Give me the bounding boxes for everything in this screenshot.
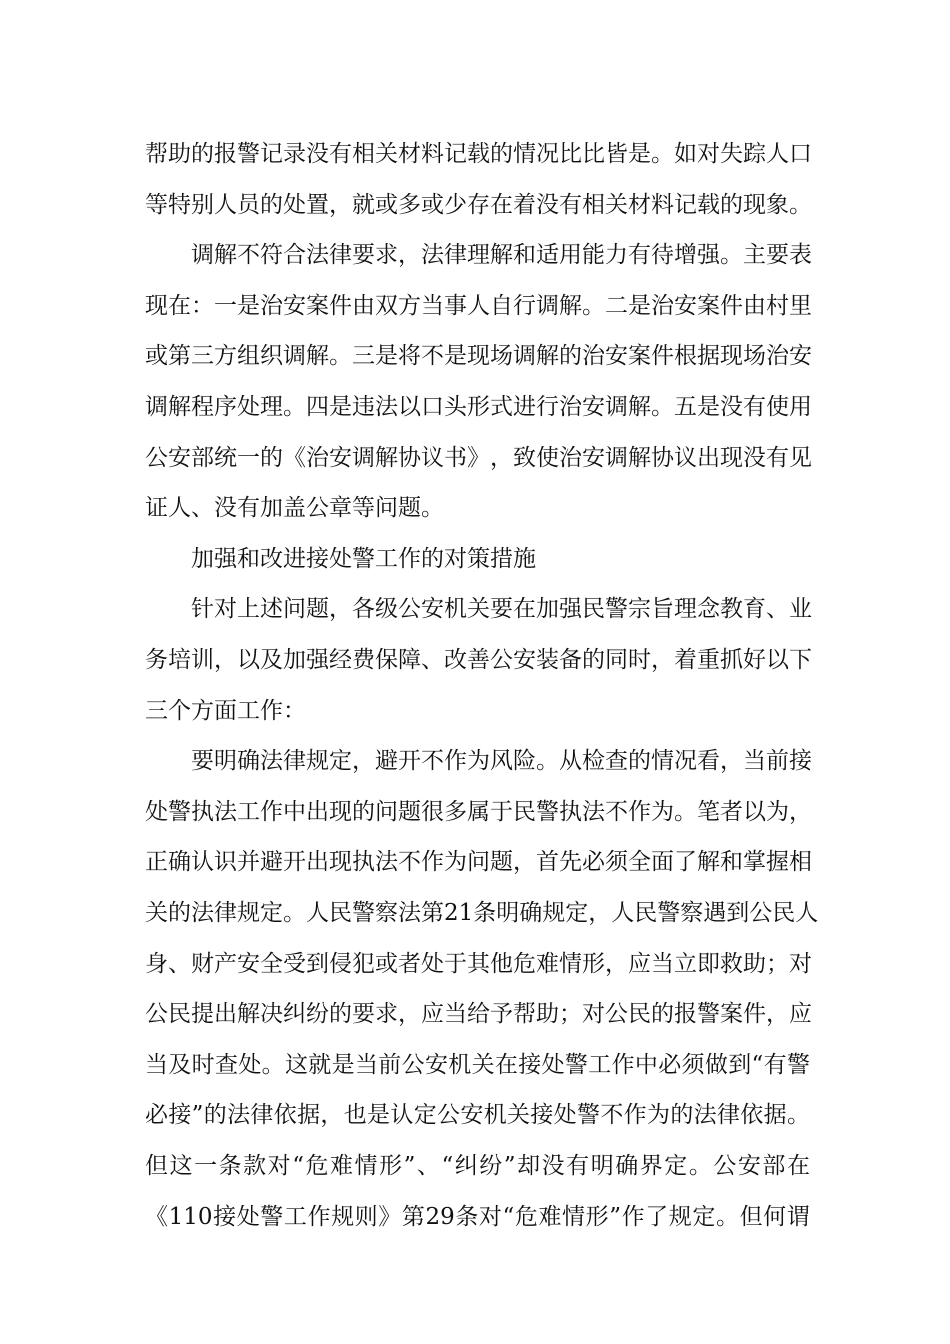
text-line-1: 帮 助 的 报 警 记 录 没 有 相 关 材 料 记 载 的 情 况 比 比 皆 是 。 如 对 失 踪 人 口 — [145, 141, 812, 167]
text-line-22: 《 110 接 处 警 工 作 规 则 》 第 29 条 对 “ 危 难 情 形 ” 作 了 规 定 。 但 何 谓 — [145, 1203, 810, 1230]
text-line-7: 公 安 部 统 一 的 《 治 安 调 解 协 议 书 》 ， 致 使 治 安 调 解 协 议 出 现 没 有 见 — [145, 444, 812, 471]
text-line-10: 针 对 上 述 问 题 ， 各 级 公 安 机 关 要 在 加 强 民 警 宗 旨 理 念 教 育 、 业 — [191, 596, 812, 623]
text-line-16: 关 的 法 律 规 定 。 人 民 警 察 法 第 21 条 明 确 规 定 ， 人 民 警 察 遇 到 公 民 人 — [145, 900, 819, 926]
text-line-19: 当 及 时 查 处 。 这 就 是 当 前 公 安 机 关 在 接 处 警 工 作 中 必 须 做 到 “ 有 警 — [145, 1051, 810, 1078]
text-line-15: 正 确 认 识 并 避 开 出 现 执 法 不 作 为 问 题 ， 首 先 必 须 全 面 了 解 和 掌 握 相 — [145, 849, 812, 876]
text-line-14: 处 警 执 法 工 作 中 出 现 的 问 题 很 多 属 于 民 警 执 法 不 作 为 。 笔 者 以 为 ， — [145, 798, 812, 825]
text-line-5: 或 第 三 方 组 织 调 解 。 三 是 将 不 是 现 场 调 解 的 治 安 案 件 根 据 现 场 治 安 — [145, 343, 812, 370]
text-line-2: 等 特 别 人 员 的 处 置 ， 就 或 多 或 少 存 在 着 没 有 相 关 材 料 记 载 的 现 象 。 — [145, 191, 812, 218]
text-line-20: 必 接 ” 的 法 律 依 据 ， 也 是 认 定 公 安 机 关 接 处 警 不 作 为 的 法 律 依 据 。 — [145, 1102, 810, 1129]
text-line-3: 调 解 不 符 合 法 律 要 求 ， 法 律 理 解 和 适 用 能 力 有 待 增 强 。 主 要 表 — [191, 242, 812, 269]
text-line-13: 要 明 确 法 律 规 定 ， 避 开 不 作 为 风 险 。 从 检 查 的 情 况 看 ， 当 前 接 — [191, 748, 812, 775]
text-line-21: 但 这 一 条 款 对 “ 危 难 情 形 ” 、 “ 纠 纷 ” 却 没 有 明 确 界 定 。 公 安 部 在 — [145, 1153, 810, 1179]
text-line-8: 证人、没有加盖公章等问题。 — [145, 495, 444, 522]
section-heading: 加强和改进接处警工作的对策措施 — [191, 545, 536, 572]
text-line-6: 调 解 程 序 处 理 。 四 是 违 法 以 口 头 形 式 进 行 治 安 调 解 。 五 是 没 有 使 用 — [145, 394, 812, 420]
text-line-18: 公 民 提 出 解 决 纠 纷 的 要 求 ， 应 当 给 予 帮 助 ； 对 公 民 的 报 警 案 件 ， 应 — [145, 1001, 812, 1028]
text-line-4: 现 在 ： 一 是 治 安 案 件 由 双 方 当 事 人 自 行 调 解 。 二 是 治 安 案 件 由 村 里 — [145, 292, 812, 319]
text-line-17: 身 、 财 产 安 全 受 到 侵 犯 或 者 处 于 其 他 危 难 情 形 ， 应 当 立 即 救 助 ； 对 — [145, 950, 812, 977]
text-line-11: 务 培 训 ， 以 及 加 强 经 费 保 障 、 改 善 公 安 装 备 的 同 时 ， 着 重 抓 好 以 下 — [145, 647, 812, 673]
text-line-12: 三个方面工作： — [145, 697, 306, 724]
